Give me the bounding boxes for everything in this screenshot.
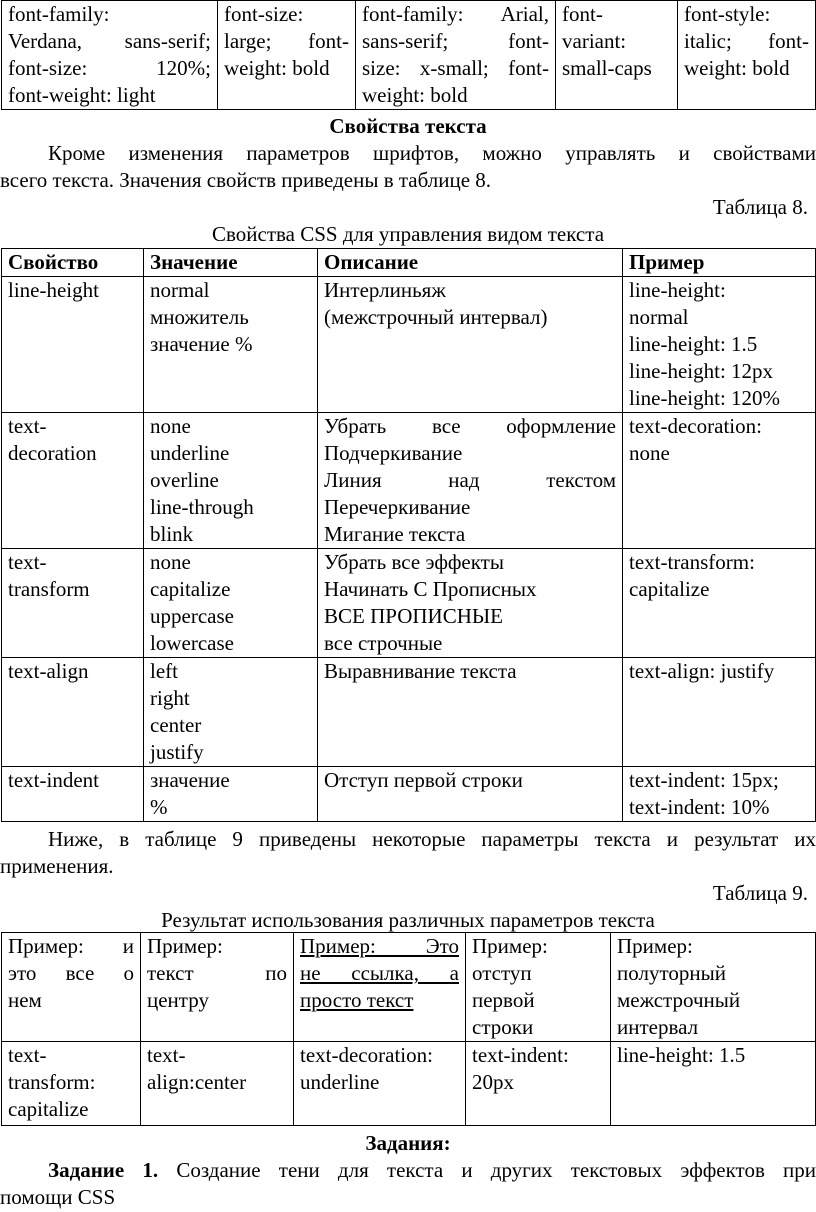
table-cell <box>2 658 144 767</box>
cell-line: underline <box>150 441 230 465</box>
cell-line: Убрать все оформление <box>324 414 616 438</box>
cell-line: text- <box>8 550 47 574</box>
cell-line: weight: bold <box>684 56 790 80</box>
cell-line: font-style: <box>684 2 771 26</box>
table-cell <box>294 1042 466 1126</box>
table-cell <box>318 413 623 549</box>
cell-line: font-family: Arial, <box>362 2 549 26</box>
cell-line: первой <box>472 988 535 1012</box>
cell-line: text-align <box>8 659 89 683</box>
cell-line: blink <box>150 522 194 546</box>
cell-line: normal <box>629 305 689 329</box>
mid-paragraph <box>0 826 816 880</box>
cell-line: decoration <box>8 441 97 465</box>
cell-line: полуторный <box>617 961 726 985</box>
table-cell <box>466 933 611 1042</box>
paragraph-line: всего текста. Значения свойств приведены в таблице 8. <box>0 168 492 192</box>
cell-line: sans-serif; font- <box>362 29 549 53</box>
cell-line: все строчные <box>324 631 443 655</box>
cell-line: none <box>629 441 670 465</box>
cell-line: none <box>150 414 191 438</box>
table-row <box>2 658 816 767</box>
column-header: Значение <box>144 249 318 277</box>
cell-line: line-height: 12px <box>629 359 774 383</box>
cell-line: right <box>150 686 190 710</box>
task1-text: Создание тени для текста и других текстовых эффектов при <box>176 1158 816 1182</box>
table-cell <box>2 1042 141 1126</box>
paragraph-line: помощи CSS <box>0 1185 116 1209</box>
cell-line: нем <box>8 988 42 1012</box>
table-cell <box>2 933 141 1042</box>
text-params-result-table <box>1 932 816 1126</box>
table-row <box>2 1 816 110</box>
cell-line: underline <box>300 1070 380 1094</box>
table-cell <box>2 277 144 413</box>
cell-line: просто текст <box>300 988 414 1012</box>
cell-line: текст по <box>147 961 287 985</box>
cell-line: capitalize <box>629 577 710 601</box>
intro-paragraph <box>0 140 816 194</box>
cell-line: 20px <box>472 1070 514 1094</box>
column-header: Описание <box>318 249 623 277</box>
cell-line: не ссылка, а <box>300 961 459 985</box>
task1-paragraph <box>0 1157 816 1211</box>
table-cell <box>623 658 816 767</box>
cell-line: Пример: Это <box>300 934 459 958</box>
table-cell <box>2 549 144 658</box>
table-cell <box>294 933 466 1042</box>
table-cell <box>144 549 318 658</box>
cell-line: Мигание текста <box>324 522 466 546</box>
cell-line: weight: bold <box>362 83 468 107</box>
table-cell <box>2 1 218 110</box>
cell-line: text- <box>8 414 47 438</box>
cell-line: small-caps <box>562 56 652 80</box>
cell-line: Пример: <box>147 934 223 958</box>
cell-line: large; font- <box>224 29 349 53</box>
task1-label: Задание 1. <box>48 1158 159 1182</box>
cell-line: lowercase <box>150 631 234 655</box>
cell-line: (межстрочный интервал) <box>324 305 548 329</box>
table-row <box>2 549 816 658</box>
table-cell <box>2 767 144 822</box>
cell-line: Подчеркивание <box>324 441 463 465</box>
table-cell <box>144 658 318 767</box>
table8-caption: Свойства CSS для управления видом текста <box>211 222 605 246</box>
cell-line: % <box>150 795 168 819</box>
cell-line: значение % <box>150 332 253 356</box>
table-cell <box>2 413 144 549</box>
table-cell <box>141 933 294 1042</box>
cell-line: overline <box>150 468 219 492</box>
table-row <box>2 933 816 1042</box>
table-row <box>2 413 816 549</box>
table-cell <box>141 1042 294 1126</box>
table-cell <box>144 277 318 413</box>
cell-line: множитель <box>150 305 249 329</box>
cell-line: align:center <box>147 1070 247 1094</box>
cell-line: line-height: 1.5 <box>617 1043 746 1067</box>
table-cell <box>144 413 318 549</box>
paragraph-line: применения. <box>0 854 114 878</box>
cell-line: Начинать С Прописных <box>324 577 537 601</box>
table-row <box>2 277 816 413</box>
column-header: Свойство <box>2 249 144 277</box>
cell-line: center <box>150 713 202 737</box>
cell-line: line-height: 120% <box>629 386 781 410</box>
cell-line: отступ <box>472 961 532 985</box>
cell-line: text- <box>8 1043 47 1067</box>
cell-line: text-decoration: <box>629 414 762 438</box>
cell-line: text-indent <box>8 768 99 792</box>
paragraph-line: Кроме изменения параметров шрифтов, можно управлять и свойствами <box>48 141 816 165</box>
cell-line: ВСЕ ПРОПИСНЫЕ <box>324 604 504 628</box>
cell-line: это все о <box>8 961 134 985</box>
cell-line: Выравнивание текста <box>324 659 517 683</box>
table9-label: Таблица 9. <box>712 881 808 905</box>
cell-line: text-indent: <box>472 1043 569 1067</box>
table-cell <box>623 413 816 549</box>
table-cell <box>466 1042 611 1126</box>
tasks-title: Задания: <box>365 1131 451 1155</box>
cell-line: transform: <box>8 1070 96 1094</box>
cell-line: font-size: 120%; <box>8 56 211 80</box>
table-cell <box>623 277 816 413</box>
cell-line: строки <box>472 1015 534 1039</box>
cell-line: text-indent: 15px; <box>629 768 779 792</box>
cell-line: transform <box>8 577 90 601</box>
cell-line: межстрочный <box>617 988 741 1012</box>
table-cell <box>678 1 816 110</box>
cell-line: text-transform: <box>629 550 755 574</box>
css-text-properties-table <box>1 248 816 822</box>
cell-line: Убрать все эффекты <box>324 550 504 574</box>
cell-line: line-through <box>150 495 254 519</box>
cell-line: Verdana, sans-serif; <box>8 29 211 53</box>
cell-line: font-family: <box>8 2 110 26</box>
cell-line: weight: bold <box>224 56 330 80</box>
cell-line: text-align: justify <box>629 659 775 683</box>
cell-line: capitalize <box>150 577 231 601</box>
cell-line: normal <box>150 278 210 302</box>
table-cell <box>144 767 318 822</box>
cell-line: uppercase <box>150 604 234 628</box>
section-title: Свойства текста <box>329 114 487 138</box>
cell-line: Пример: <box>617 934 693 958</box>
table-cell <box>556 1 678 110</box>
table-cell <box>218 1 356 110</box>
cell-line: text-indent: 10% <box>629 795 770 819</box>
cell-line: Линия над текстом <box>324 468 616 492</box>
cell-line: Перечеркивание <box>324 495 471 519</box>
table-cell <box>356 1 556 110</box>
cell-line: line-height: <box>629 278 726 302</box>
font-examples-table <box>1 0 816 110</box>
table-cell <box>611 1042 816 1126</box>
table-cell <box>623 767 816 822</box>
paragraph-line <box>0 1157 816 1184</box>
cell-line: text- <box>147 1043 186 1067</box>
table-row <box>2 1042 816 1126</box>
table-header-row <box>2 249 816 277</box>
table-cell <box>611 933 816 1042</box>
table9-caption: Результат использования различных параметров текста <box>161 908 655 932</box>
cell-line: justify <box>150 740 204 764</box>
cell-line: text-decoration: <box>300 1043 433 1067</box>
column-header: Пример <box>623 249 816 277</box>
table8-label: Таблица 8. <box>712 195 808 219</box>
cell-line: left <box>150 659 178 683</box>
table-cell <box>318 277 623 413</box>
cell-line: size: x-small; font- <box>362 56 549 80</box>
cell-line: italic; font- <box>684 29 809 53</box>
table-cell <box>318 658 623 767</box>
cell-line: Пример: <box>472 934 548 958</box>
cell-line: variant: <box>562 29 627 53</box>
table-cell <box>318 549 623 658</box>
table-cell <box>318 767 623 822</box>
cell-line: значение <box>150 768 230 792</box>
cell-line: Интерлиньяж <box>324 278 446 302</box>
cell-line: line-height: 1.5 <box>629 332 758 356</box>
paragraph-line: Ниже, в таблице 9 приведены некоторые параметры текста и результат их <box>48 827 816 851</box>
cell-line: none <box>150 550 191 574</box>
table-row <box>2 767 816 822</box>
cell-line: font- <box>562 2 603 26</box>
cell-line: font-weight: light <box>8 83 156 107</box>
cell-line: Отступ первой строки <box>324 768 523 792</box>
cell-line: Пример: и <box>8 934 134 958</box>
table-cell <box>623 549 816 658</box>
cell-line: интервал <box>617 1015 699 1039</box>
cell-line: центру <box>147 988 209 1012</box>
cell-line: font-size: <box>224 2 304 26</box>
cell-line: line-height <box>8 278 99 302</box>
cell-line: capitalize <box>8 1097 89 1121</box>
